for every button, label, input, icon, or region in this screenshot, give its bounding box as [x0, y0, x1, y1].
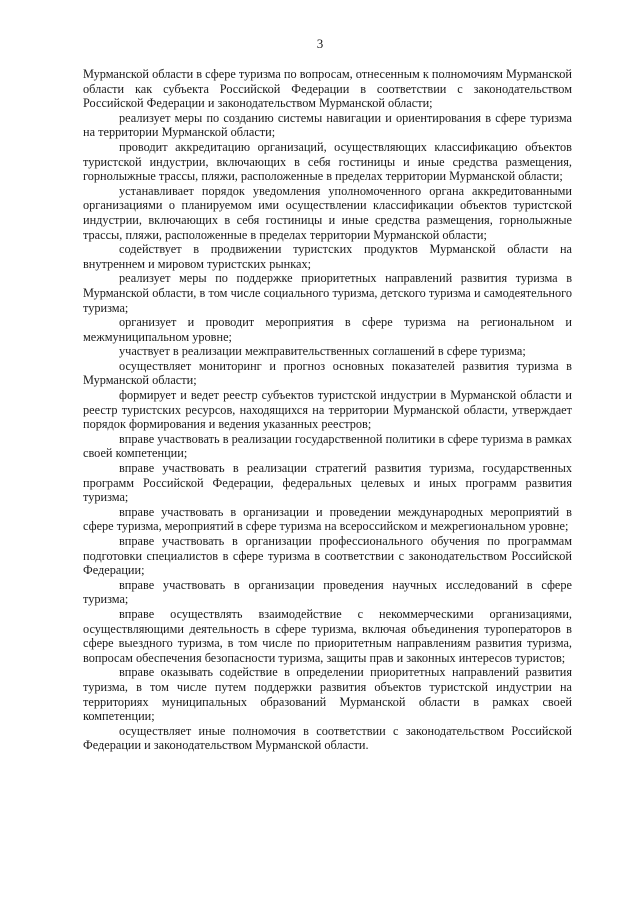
- paragraph: реализует меры по поддержке приоритетных направлений развития туризма в Мурманской области, в том числе социального туризма, детского туризма и самодеятельного туризма;: [83, 271, 572, 315]
- paragraph: участвует в реализации межправительственных соглашений в сфере туризма;: [119, 344, 526, 359]
- paragraph: осуществляет мониторинг и прогноз основных показателей развития туризма в Мурманской области;: [83, 358, 572, 388]
- paragraph: вправе участвовать в организации профессионального обучения по программам подготовки специалистов в сфере туризма в соответствии с законодательством Российской Федерации;: [83, 534, 572, 578]
- paragraph: вправе участвовать в реализации стратегий развития туризма, государственных программ Российской Федерации, федеральных целевых и иных программ развития туризма;: [83, 461, 572, 505]
- paragraph: содействует в продвижении туристских продуктов Мурманской области на внутреннем и мировом туристских рынках;: [83, 242, 572, 271]
- paragraph: вправе участвовать в реализации государственной политики в сфере туризма в рамках своей компетенции;: [83, 431, 572, 461]
- paragraph: Мурманской области в сфере туризма по вопросам, отнесенным к полномочиям Мурманской области как субъекта Российской Федерации в соответствии с законодательством Российской Федерации и законодательством Мурманской области;: [83, 67, 572, 111]
- paragraph: устанавливает порядок уведомления уполномоченного органа аккредитованными организациями о планируемом ими осуществлении классификации объектов туристской индустрии, включающих в себя гостиницы и иные средства размещения, горнолыжные трассы, пляжи, расположенные в пределах территории Мурманской области;: [83, 183, 572, 242]
- paragraph: реализует меры по созданию системы навигации и ориентирования в сфере туризма на территории Мурманской области;: [83, 110, 572, 140]
- paragraph: осуществляет иные полномочия в соответствии с законодательством Российской Федерации и законодательством Мурманской области.: [83, 723, 572, 753]
- document-body: [83, 67, 572, 753]
- paragraph: формирует и ведет реестр субъектов туристской индустрии в Мурманской области и реестр туристских ресурсов, находящихся на территории Мурманской области, утверждает порядок формирования и ведения указанных реестров;: [83, 388, 572, 432]
- page-number: 3: [316, 36, 324, 51]
- paragraph: вправе оказывать содействие в определении приоритетных направлений развития туризма, в том числе путем поддержки развития объектов туристской индустрии на территориях муниципальных образований Мурманской области в рамках своей компетенции;: [83, 665, 572, 724]
- paragraph: проводит аккредитацию организаций, осуществляющих классификацию объектов туристской индустрии, включающих в себя гостиницы и иные средства размещения, горнолыжные трассы, пляжи, расположенные в пределах территории Мурманской области;: [83, 139, 572, 184]
- paragraph: вправе участвовать в организации и проведении международных мероприятий в сфере туризма, мероприятий в сфере туризма на всероссийском и межрегиональном уровне;: [83, 504, 572, 534]
- paragraph: вправе осуществлять взаимодействие с некоммерческими организациями, осуществляющими деятельность в сфере туризма, включая объединения туроператоров в сфере выездного туризма, в том числе по приоритетным направлениям развития туризма, вопросам обеспечения безопасности туризма, защиты прав и законных интересов туристов;: [83, 606, 572, 665]
- paragraph: вправе участвовать в организации проведения научных исследований в сфере туризма;: [83, 577, 572, 607]
- paragraph: организует и проводит мероприятия в сфере туризма на региональном и межмуниципальном уровне;: [83, 315, 572, 344]
